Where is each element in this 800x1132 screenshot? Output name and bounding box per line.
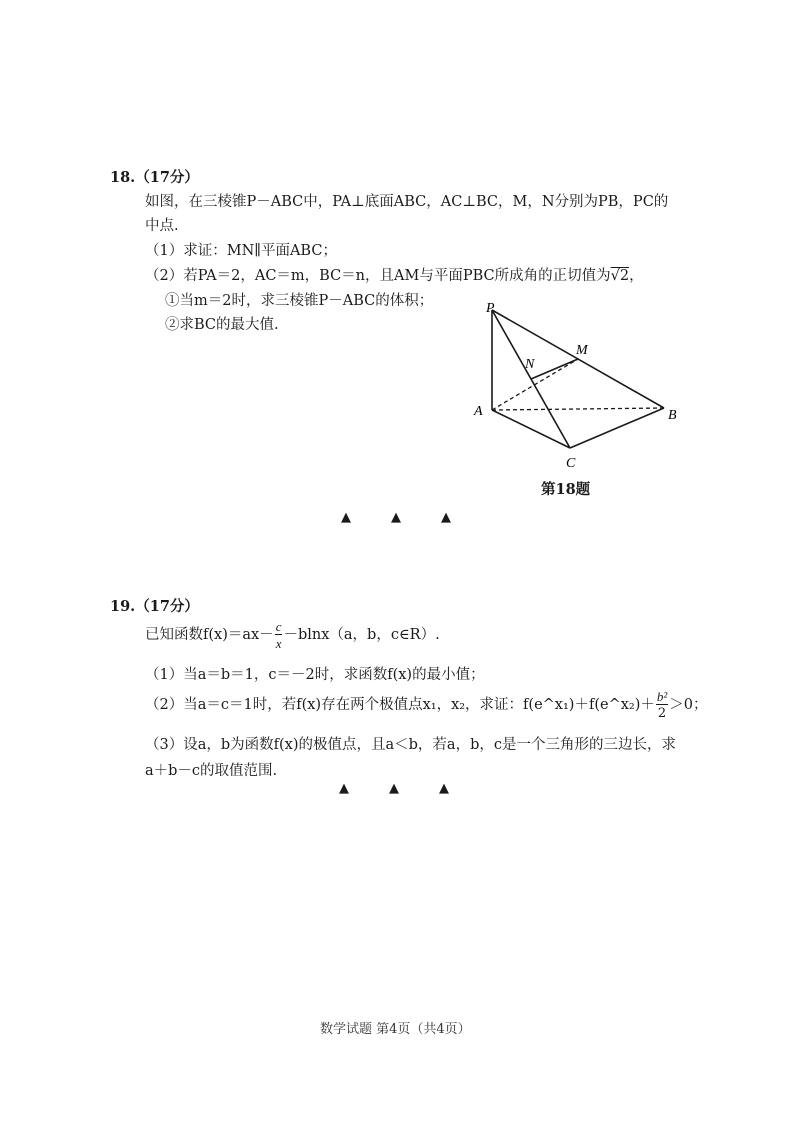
q19-intro-fraction (275, 620, 283, 650)
q18-end-mark-1: ▲ (341, 510, 351, 525)
fraction-denominator: 2 (657, 706, 667, 721)
q18-end-mark-2: ▲ (391, 510, 401, 525)
q19-intro (145, 620, 440, 650)
segment-nm (531, 359, 578, 379)
q18-part1: （1）求证：MN∥平面ABC； (145, 243, 337, 259)
q18-part2-text: （2）若PA＝2，AC＝m，BC＝n，且AM与平面PBC所成角的正切值为 (145, 268, 611, 284)
label-n: N (525, 357, 535, 372)
q18-sub1: ①当m＝2时，求三棱锥P－ABC的体积； (165, 293, 434, 309)
q19-part3-line2: a＋b－c的取值范围. (145, 763, 278, 779)
fraction-numerator: c (275, 619, 282, 634)
q18-stem-line2: 中点. (145, 218, 179, 234)
q18-stem-line1: 如图，在三棱锥P－ABC中，PA⊥底面ABC，AC⊥BC，M，N分别为PB，PC的 (145, 194, 669, 210)
label-p: P (486, 301, 495, 316)
q18-end-mark-3: ▲ (441, 510, 451, 525)
edge-ac (492, 410, 570, 448)
q19-end-mark-1: ▲ (339, 781, 349, 796)
label-m: M (576, 343, 588, 358)
q19-part1: （1）当a＝b＝1，c＝－2时，求函数f(x)的最小值； (145, 667, 485, 683)
q19-end-mark-3: ▲ (439, 781, 449, 796)
q19-end-mark-2: ▲ (389, 781, 399, 796)
q18-part2-suffix: ， (629, 268, 644, 284)
label-a: A (474, 404, 483, 419)
q18-pyramid-figure (460, 296, 700, 476)
q19-part2-suffix: ＞0； (669, 697, 708, 713)
edge-ab-hidden (492, 408, 664, 410)
q19-part3-line1: （3）设a，b为函数f(x)的极值点，且a＜b，若a，b，c是一个三角形的三边长，求 (145, 737, 676, 753)
q18-header: 18.（17分） (110, 169, 199, 186)
q18-sub2: ②求BC的最大值. (165, 317, 279, 333)
q19-part2 (145, 690, 708, 720)
q19-intro-prefix: 已知函数f(x)＝ax－ (145, 627, 274, 643)
fraction-denominator: x (275, 636, 282, 651)
edge-cb (570, 408, 664, 448)
q19-header: 19.（17分） (110, 598, 199, 615)
q18-part2 (145, 264, 644, 285)
label-c: C (566, 456, 576, 471)
segment-am-hidden (492, 359, 578, 410)
q19-intro-suffix: －blnx（a，b，c∈R）. (283, 627, 440, 643)
q18-figure-caption: 第18题 (541, 481, 591, 498)
q18-part2-sqrt: √2 (610, 268, 630, 284)
page-footer: 数学试题 第4页（共4页） (320, 1022, 471, 1037)
q19-part2-prefix: （2）当a＝c＝1时，若f(x)存在两个极值点x₁，x₂，求证：f(e^x₁)＋f(e^x₂)＋ (145, 697, 655, 713)
q19-part2-fraction (656, 690, 668, 720)
fraction-numerator: b² (656, 689, 668, 704)
label-b: B (668, 408, 677, 423)
